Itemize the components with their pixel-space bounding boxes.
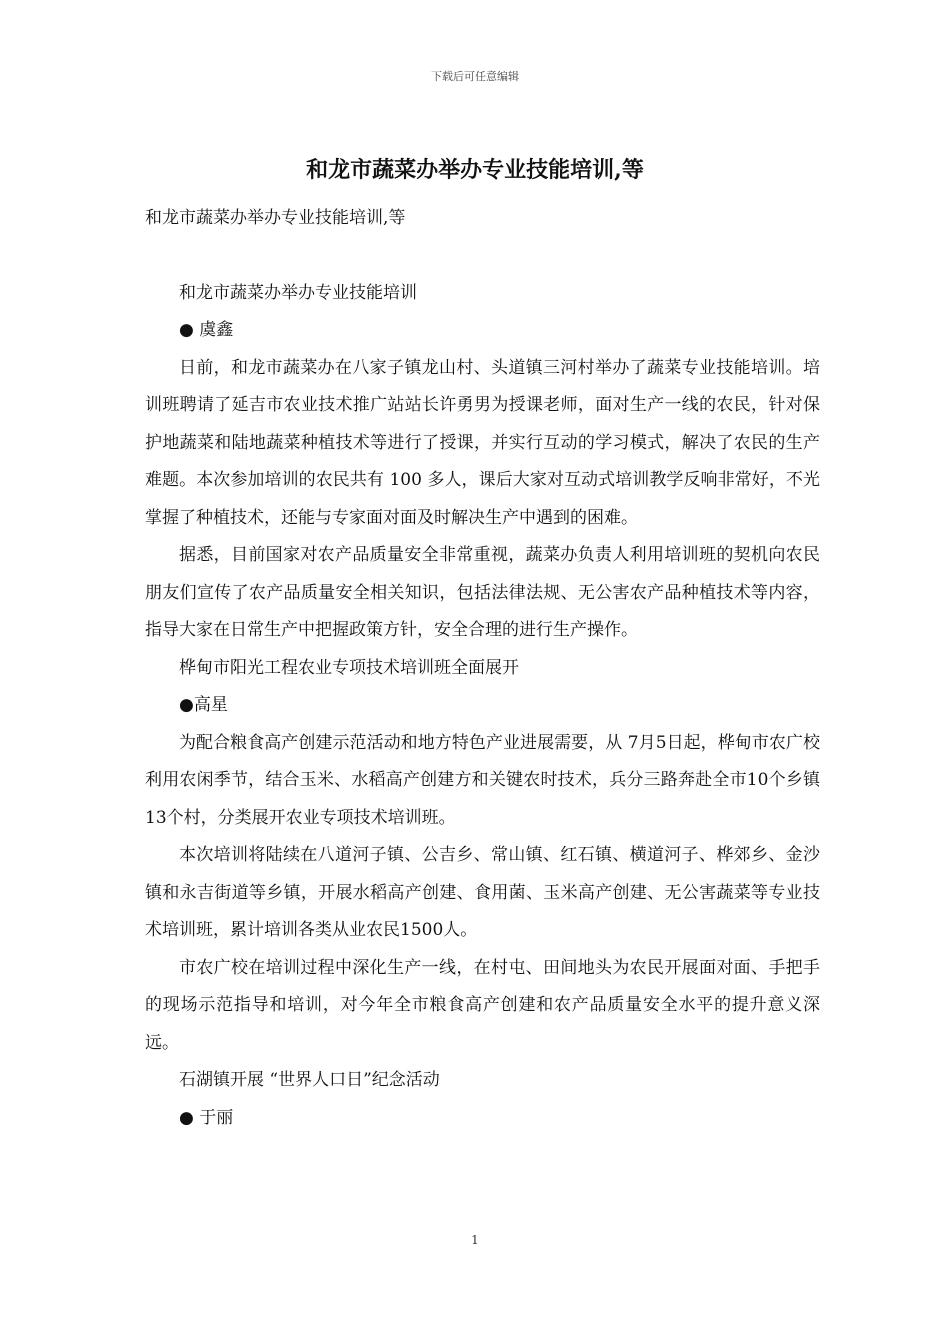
article-3-heading: 石湖镇开展 “世界人口日”纪念活动 bbox=[179, 1070, 440, 1090]
article-2-paragraph-2: 本次培训将陆续在八道河子镇、公吉乡、常山镇、红石镇、横道河子、桦郊乡、金沙镇和永吉街道等乡镇，开展水稻高产创建、食用菌、玉米高产创建、无公害蔬菜等专业技术培训班，累计培训各类从业农民1500人。 bbox=[145, 845, 820, 940]
article-1-heading: 和龙市蔬菜办举办专业技能培训 bbox=[179, 282, 417, 303]
document-title: 和龙市蔬菜办举办专业技能培训,等 bbox=[306, 157, 644, 183]
blank-line bbox=[145, 238, 820, 275]
article-2-paragraph-3: 市农广校在培训过程中深化生产一线，在村屯、田间地头为农民开展面对面、手把手的现场示范指导和培训，对今年全市粮食高产创建和农产品质量安全水平的提升意义深远。 bbox=[145, 957, 820, 1053]
page-number: 1 bbox=[471, 1233, 479, 1247]
article-2-paragraph-1: 为配合粮食高产创建示范活动和地方特色产业进展需要，从 7月5日起，桦甸市农广校利用农闲季节，结合玉米、水稻高产创建方和关键农时技术，兵分三路奔赴全市10个乡镇13个村，分类展开农业专项技术培训班。 bbox=[145, 732, 820, 828]
article-2-author: ●高星 bbox=[179, 695, 228, 715]
article-1-paragraph-2: 据悉，目前国家对农产品质量安全非常重视，蔬菜办负责人利用培训班的契机向农民朋友们宣传了农产品质量安全相关知识，包括法律法规、无公害农产品种植技术等内容，指导大家在日常生产中把握政策方针，安全合理的进行生产操作。 bbox=[145, 545, 820, 640]
article-1-author: ● 虞鑫 bbox=[179, 320, 234, 340]
article-1-paragraph-1: 日前，和龙市蔬菜办在八家子镇龙山村、头道镇三河村举办了蔬菜专业技能培训。培训班聘请了延吉市农业技术推广站站长许勇男为授课老师，面对生产一线的农民，针对保护地蔬菜和陆地蔬菜种植技术等进行了授课，并实行互动的学习模式，解决了农民的生产难题。本次参加培训的农民共有 100 多人，课后大家对互动式培训教学反响非常好，不光掌握了种植技术，还能与专家面对面及时解决生产中遇到的困难。 bbox=[145, 357, 820, 528]
header-note: 下载后可任意编辑 bbox=[431, 70, 519, 83]
document-body bbox=[145, 200, 820, 1137]
article-2-heading: 桦甸市阳光工程农业专项技术培训班全面展开 bbox=[179, 657, 519, 678]
article-3-author: ● 于丽 bbox=[179, 1107, 234, 1128]
subtitle: 和龙市蔬菜办举办专业技能培训,等 bbox=[145, 208, 406, 228]
